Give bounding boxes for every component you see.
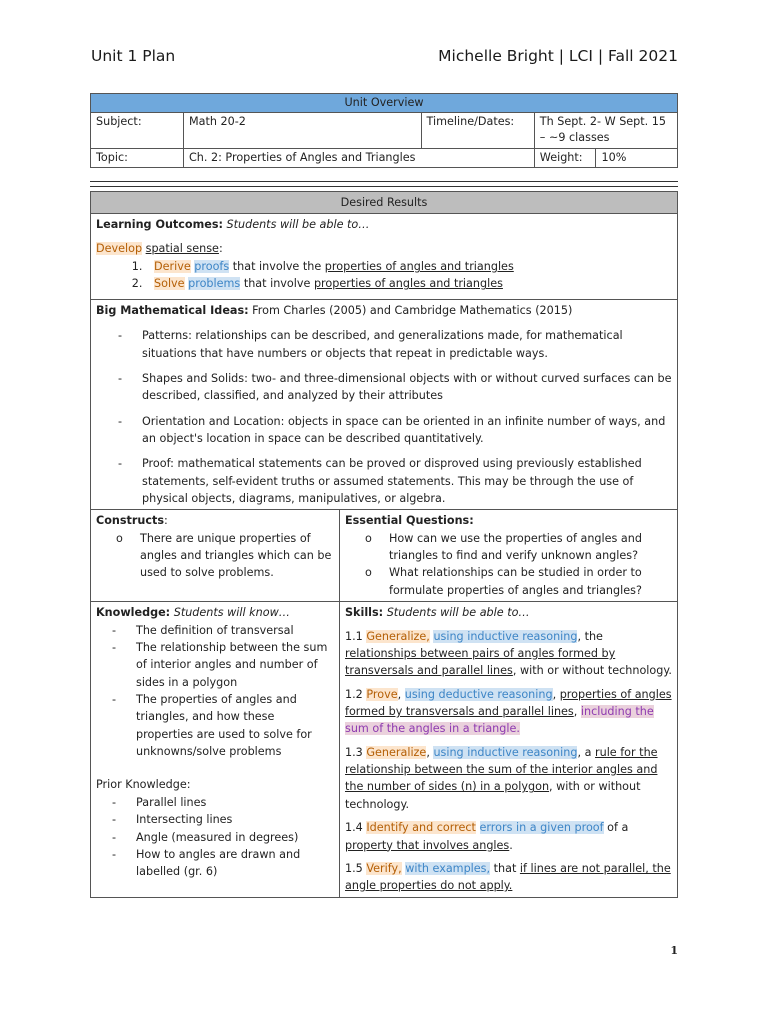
essential-question-item: o What relationships can be studied in order to formulate properties of angles and triangles?: [361, 564, 672, 599]
skill-item: 1.2 Prove, using deductive reasoning, properties of angles formed by transversals and parallel lines, including the sum of the angles in a triangle.: [345, 687, 672, 736]
knowledge-item: - The definition of transversal: [112, 622, 334, 639]
constructs-cell: Constructs: o There are unique properties of angles and triangles which can be used to solve problems.: [91, 510, 340, 602]
unit-overview-heading: Unit Overview: [91, 94, 678, 113]
outcome-item: 2. Solve problems that involve properties of angles and triangles: [146, 275, 672, 292]
skill-item: 1.3 Generalize, using inductive reasoning, a rule for the relationship between the sum of the interior angles and the number of sides (n) in a polygon, with or without technology.: [345, 745, 658, 811]
knowledge-label: Knowledge:: [96, 606, 171, 620]
desired-results-heading: Desired Results: [91, 192, 678, 214]
learning-outcomes-cell: Learning Outcomes: Students will be able to… Develop spatial sense: 1. Derive proofs that involve the properties of angles and triangles 2. Solve problems that involve properties of angles and triangles: [91, 214, 678, 299]
document-title: Unit 1 Plan: [91, 47, 176, 65]
skills-intro: Students will be able to…: [386, 606, 530, 620]
knowledge-item: - The relationship between the sum of interior angles and number of sides in a polygon: [112, 639, 334, 691]
big-idea-item: - Proof: mathematical statements can be proved or disproved using previously established statements, self-evident truths or assumed statements. This may be through the use of physical objects, diagrams, manipulatives, or algebra.: [118, 455, 672, 507]
big-idea-item: - Orientation and Location: objects in space can be oriented in an infinite number of ways, and an object's location in space can be described quantitatively.: [118, 413, 672, 448]
big-ideas-cell: [91, 299, 678, 510]
learning-outcomes-label: Learning Outcomes:: [96, 218, 223, 232]
knowledge-intro: Students will know…: [173, 606, 290, 620]
timeline-label: Timeline/Dates:: [421, 113, 534, 148]
timeline-value: Th Sept. 2- W Sept. 15 – ~9 classes: [534, 113, 677, 148]
desired-results-table: [90, 191, 678, 898]
skill-item: 1.5 Verify, with examples, that if lines are not parallel, the angle properties do not apply.: [345, 861, 671, 893]
prior-knowledge-item: - Angle (measured in degrees): [112, 829, 334, 846]
prior-knowledge-item: - Intersecting lines: [112, 811, 334, 828]
big-ideas-source: From Charles (2005) and Cambridge Mathematics (2015): [252, 303, 573, 317]
constructs-label: Constructs: [96, 514, 164, 528]
big-idea-item: - Patterns: relationships can be described, and generalizations made, for mathematical situations that have numbers or objects that repeat in predictable ways.: [118, 327, 672, 362]
essential-questions-label: Essential Questions:: [345, 514, 474, 528]
skills-cell: [340, 602, 678, 897]
essential-questions-cell: [340, 510, 678, 602]
page-number: 1: [670, 944, 678, 957]
big-ideas-label: Big Mathematical Ideas:: [96, 303, 249, 317]
prior-knowledge-item: - How to angles are drawn and labelled (gr. 6): [112, 846, 334, 881]
topic-value: Ch. 2: Properties of Angles and Triangles: [183, 148, 534, 167]
prior-knowledge-item: - Parallel lines: [112, 794, 334, 811]
prior-knowledge-label: Prior Knowledge:: [96, 778, 191, 792]
skills-label: Skills:: [345, 606, 384, 620]
weight-value: 10%: [596, 148, 678, 167]
skill-item: 1.1 Generalize, using inductive reasoning, the relationships between pairs of angles formed by transversals and parallel lines, with or without technology.: [345, 629, 672, 678]
learning-outcomes-intro: Students will be able to…: [226, 218, 370, 232]
topic-label: Topic:: [91, 148, 184, 167]
outcome-item: 1. Derive proofs that involve the properties of angles and triangles: [146, 258, 672, 275]
essential-question-item: o How can we use the properties of angles and triangles to find and verify unknown angles?: [361, 530, 672, 565]
document-author: Michelle Bright | LCI | Fall 2021: [438, 47, 678, 65]
subject-value: Math 20-2: [183, 113, 421, 148]
weight-label: Weight:: [534, 148, 596, 167]
spatial-sense-term: spatial sense: [145, 241, 219, 255]
big-idea-item: - Shapes and Solids: two- and three-dimensional objects with or without curved surfaces can be described, classified, and analyzed by their attributes: [118, 370, 672, 405]
unit-overview-table: [90, 93, 678, 168]
develop-term: Develop: [96, 241, 143, 255]
subject-label: Subject:: [91, 113, 184, 148]
divider: [90, 181, 678, 182]
knowledge-cell: [91, 602, 340, 897]
divider: [90, 186, 678, 187]
skill-item: 1.4 Identify and correct errors in a given proof of a property that involves angles.: [345, 821, 629, 852]
construct-item: o There are unique properties of angles and triangles which can be used to solve problems.: [112, 530, 334, 582]
knowledge-item: - The properties of angles and triangles, and how these properties are used to solve for unknowns/solve problems: [112, 691, 334, 760]
